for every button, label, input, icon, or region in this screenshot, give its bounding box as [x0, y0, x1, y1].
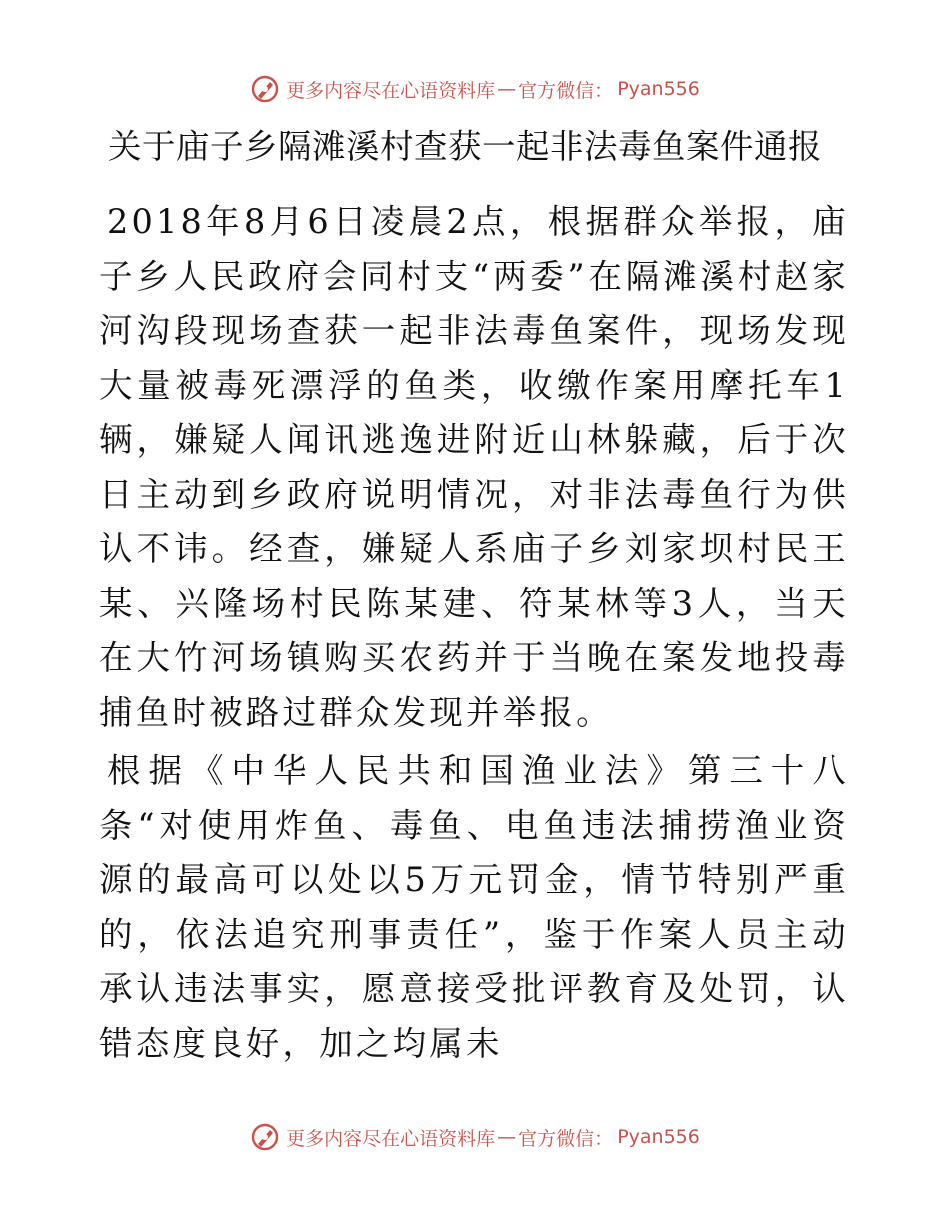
- banner-wechat-id: Pyan556: [617, 78, 700, 100]
- banner-label: 官方微信：: [518, 79, 614, 102]
- banner-label: 官方微信：: [518, 1127, 614, 1150]
- banner-main-text: 更多内容尽在心语资料库: [286, 79, 496, 102]
- paragraph-1: 2018年8月6日凌晨2点，根据群众举报，庙子乡人民政府会同村支“两委”在隔滩溪村赵家河沟段现场查获一起非法毒鱼案件，现场发现大量被毒死漂浮的鱼类，收缴作案用摩托车1辆，嫌疑人闻讯逃逸进附近山林躲藏，后于次日主动到乡政府说明情况，对非法毒鱼行为供认不讳。经查，嫌疑人系庙子乡刘家坝村民王某、兴隆场村民陈某建、符某林等3人，当天在大竹河场镇购买农药并于当晚在案发地投毒捕鱼时被路过群众发现并举报。: [99, 202, 849, 732]
- banner-main-text: 更多内容尽在心语资料库: [286, 1127, 496, 1150]
- pen-logo-icon: [250, 1122, 280, 1152]
- pen-logo-icon: [250, 74, 280, 104]
- banner-dash: —: [497, 78, 517, 100]
- banner-dash: —: [497, 1126, 517, 1148]
- header-watermark: [0, 74, 950, 104]
- document-title: 关于庙子乡隔滩溪村查获一起非法毒鱼案件通报: [108, 127, 822, 166]
- footer-watermark: [0, 1122, 950, 1152]
- paragraph-2: 根据《中华人民共和国渔业法》第三十八条“对使用炸鱼、毒鱼、电鱼违法捕捞渔业资源的最高可以处以5万元罚金，情节特别严重的，依法追究刑事责任”，鉴于作案人员主动承认违法事实，愿意接受批评教育及处罚，认错态度良好，加之均属未: [99, 751, 849, 1063]
- banner-wechat-id: Pyan556: [617, 1126, 700, 1148]
